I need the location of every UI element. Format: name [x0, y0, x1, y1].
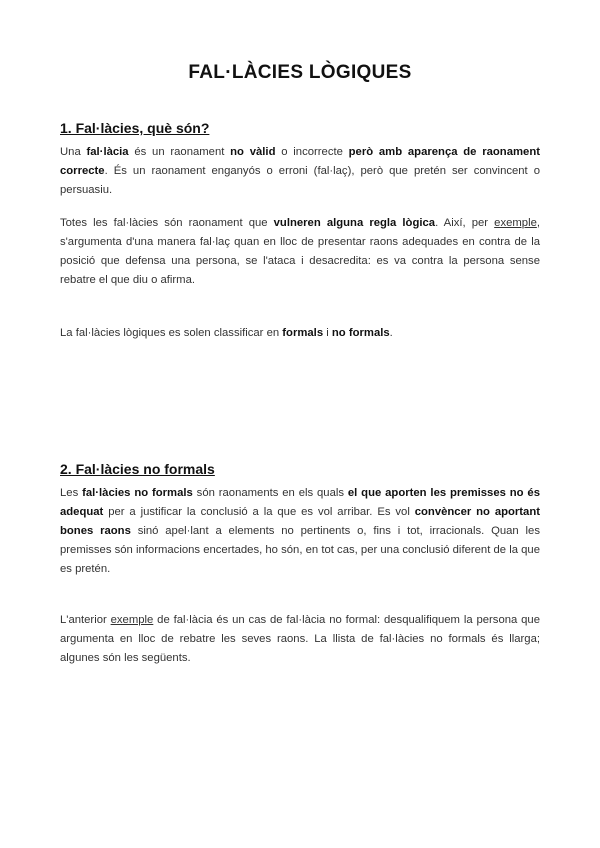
section-1-heading: 1. Fal·làcies, què són?	[60, 120, 210, 136]
text-run: , s'argumenta d'una manera fal·laç quan en lloc de presentar raons adequades en contra de la posició que defensa una persona, se l'ataca i desacredita: es va contra la persona sense rebatre el que diu o afirma.	[60, 217, 540, 286]
text-run: L'anterior	[60, 614, 111, 626]
text-run: . És un raonament enganyós o erroni (fal·laç), però que pretén ser convincent o persuasiu.	[60, 165, 540, 196]
text-run: .	[389, 327, 393, 339]
text-run: . Així, per	[435, 217, 495, 229]
section-1-paragraph-3	[60, 324, 540, 343]
text-run: de fal·làcia és un cas de fal·làcia no formal: desqualifiquem la persona que argumenta en lloc de rebatre les seves raons. La llista de fal·làcies no formals és llarga; algunes són les següents.	[60, 614, 540, 664]
section-2-heading: 2. Fal·làcies no formals	[60, 461, 215, 477]
text-run: per a justificar la conclusió a la que es vol arribar. Es vol	[103, 506, 415, 518]
text-run: Les	[60, 487, 83, 499]
emphasis-text: formals	[282, 327, 324, 339]
section-1-paragraph-1	[60, 143, 540, 200]
text-run: Totes les fal·làcies són raonament que	[60, 217, 274, 229]
emphasis-text: fal·làcia	[86, 146, 129, 158]
page-title: FAL·LÀCIES LÒGIQUES	[188, 62, 412, 83]
section-2-paragraph-1	[60, 484, 540, 579]
section-2-paragraph-2	[60, 611, 540, 668]
text-run: són raonaments en els quals	[192, 487, 348, 499]
emphasis-text: no vàlid	[230, 146, 276, 158]
text-run: o incorrecte	[275, 146, 349, 158]
text-run: Una	[60, 146, 87, 158]
emphasis-text: convèncer no aportant bones raons	[60, 506, 541, 537]
emphasis-text: vulneren alguna regla lògica	[273, 217, 436, 229]
text-run: i	[323, 327, 332, 339]
emphasis-text: el que aporten les premisses no és adequat	[60, 487, 540, 518]
underlined-text: exemple	[110, 614, 154, 626]
section-1-paragraph-2	[60, 214, 540, 290]
emphasis-text: fal·làcies no formals	[82, 487, 193, 499]
emphasis-text: però amb aparença de raonament correcte	[60, 146, 540, 177]
emphasis-text: no formals	[331, 327, 390, 339]
text-run: sinó apel·lant a elements no pertinents o, fins i tot, irracionals. Quan les premisses són informacions encertades, ho són, en tot cas, per una conclusió diferent de la que es pretén.	[60, 525, 540, 575]
underlined-text: exemple	[494, 217, 537, 229]
text-run: La fal·làcies lògiques es solen classificar en	[60, 327, 283, 339]
text-run: és un raonament	[128, 146, 231, 158]
